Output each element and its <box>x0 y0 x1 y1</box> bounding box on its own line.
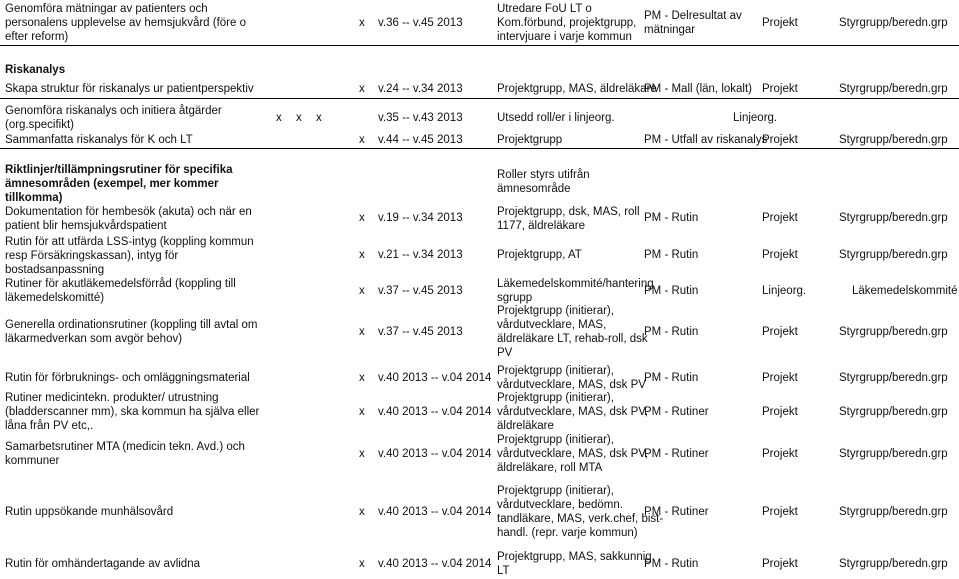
form-text: Projekt <box>762 372 798 384</box>
responsible-text: äldreläkare <box>497 420 554 432</box>
form-text: Projekt <box>762 83 798 95</box>
period-text: v.36 -- v.45 2013 <box>378 17 463 29</box>
section-heading: Riktlinjer/tillämpningsrutiner för specifika <box>5 164 233 176</box>
period-text: v.35 -- v.43 2013 <box>378 112 463 124</box>
activity-text: Samarbetsrutiner MTA (medicin tekn. Avd.) och <box>5 441 245 453</box>
decision-text: Styrgrupp/beredn.grp <box>839 134 948 146</box>
form-text: Projekt <box>762 212 798 224</box>
section-heading: ämnesområden (exempel, mer kommer <box>5 178 219 190</box>
checkmark-x: x <box>276 112 282 124</box>
responsible-text: Läkemedelskommité/hantering <box>497 278 654 290</box>
activity-text: Dokumentation för hembesök (akuta) och när en <box>5 206 252 218</box>
activity-text: läkemedelskomitté) <box>5 292 105 304</box>
deliverable-text: PM - Rutiner <box>644 406 709 418</box>
responsible-text: handl. (repr. varje kommun) <box>497 527 638 539</box>
form-text: Projekt <box>762 448 798 460</box>
activity-text: Rutin för förbruknings- och omläggningsmaterial <box>5 372 250 384</box>
responsible-text: Utsedd roll/er i linjeorg. <box>497 112 615 124</box>
responsible-text: äldreläkare, roll MTA <box>497 462 603 474</box>
decision-text: Styrgrupp/beredn.grp <box>839 249 948 261</box>
section-note: Roller styrs utifrån <box>497 169 590 181</box>
form-text: Projekt <box>762 406 798 418</box>
section-note: ämnesområde <box>497 183 571 195</box>
responsible-text: vårdutvecklare, MAS, dsk PV, <box>497 448 649 460</box>
responsible-text: sgrupp <box>497 292 533 304</box>
responsible-text: äldreläkare LT, rehab-roll, dsk <box>497 333 648 345</box>
checkmark-x: x <box>359 448 365 460</box>
period-text: v.37 -- v.45 2013 <box>378 285 463 297</box>
checkmark-x: x <box>296 112 302 124</box>
decision-text: Läkemedelskommité <box>852 285 958 297</box>
deliverable-text: PM - Delresultat av <box>644 10 742 22</box>
section-heading: tillkomma) <box>5 192 63 204</box>
deliverable-text: PM - Rutin <box>644 326 699 338</box>
deliverable-text: PM - Rutin <box>644 212 699 224</box>
activity-text: (org.specifikt) <box>5 119 75 131</box>
checkmark-x: x <box>359 285 365 297</box>
decision-text: Styrgrupp/beredn.grp <box>839 558 948 570</box>
form-text: Projekt <box>762 326 798 338</box>
checkmark-x: x <box>359 134 365 146</box>
row-divider <box>0 98 959 99</box>
row-divider <box>0 45 959 46</box>
responsible-text: 1177, äldreläkare <box>497 220 586 232</box>
deliverable-text: PM - Rutiner <box>644 506 709 518</box>
form-text: Projekt <box>762 134 798 146</box>
responsible-text: Projektgrupp, AT <box>497 249 582 261</box>
form-text: Linjeorg. <box>762 285 807 297</box>
responsible-text: Projektgrupp (initierar), <box>497 392 614 404</box>
decision-text: Styrgrupp/beredn.grp <box>839 83 948 95</box>
section-heading: Riskanalys <box>5 64 66 76</box>
checkmark-x: x <box>316 112 322 124</box>
checkmark-x: x <box>359 83 365 95</box>
responsible-text: intervjuare i varje kommun <box>497 31 632 43</box>
period-text: v.21 -- v.34 2013 <box>378 249 463 261</box>
row-divider <box>0 148 959 149</box>
period-text: v.40 2013 -- v.04 2014 <box>378 506 492 518</box>
deliverable-text: PM - Rutin <box>644 372 699 384</box>
activity-text: bostadsanpassning <box>5 264 105 276</box>
decision-text: Styrgrupp/beredn.grp <box>839 506 948 518</box>
responsible-text: Kom.förbund, projektgrupp, <box>497 17 637 29</box>
decision-text: Styrgrupp/beredn.grp <box>839 448 948 460</box>
period-text: v.40 2013 -- v.04 2014 <box>378 372 492 384</box>
checkmark-x: x <box>359 506 365 518</box>
responsible-text: Projektgrupp, dsk, MAS, roll <box>497 206 640 218</box>
responsible-text: Projektgrupp, MAS, sakkunnig <box>497 551 652 563</box>
activity-text: Rutiner medicintekn. produkter/ utrustning <box>5 392 219 404</box>
activity-text: Rutin för omhändertagande av avlidna <box>5 558 200 570</box>
decision-text: Styrgrupp/beredn.grp <box>839 212 948 224</box>
checkmark-x: x <box>359 249 365 261</box>
form-text: Linjeorg. <box>733 112 778 124</box>
responsible-text: Projektgrupp (initierar), <box>497 305 614 317</box>
activity-text: kommuner <box>5 455 60 467</box>
responsible-text: vårdutvecklare, MAS, dsk PV, <box>497 406 649 418</box>
deliverable-text: PM - Rutin <box>644 285 699 297</box>
period-text: v.24 -- v.34 2013 <box>378 83 463 95</box>
activity-text: efter reform) <box>5 31 69 43</box>
responsible-text: LT <box>497 565 510 577</box>
deliverable-text: mätningar <box>644 24 696 36</box>
activity-text: läkarmedverkan som avgör behov) <box>5 333 183 345</box>
activity-text: patient blir hemsjukvårdspatient <box>5 220 167 232</box>
responsible-text: vårdutvecklare, MAS, dsk PV <box>497 379 646 391</box>
responsible-text: vårdutvecklare, bedömn. <box>497 499 623 511</box>
responsible-text: Projektgrupp (initierar), <box>497 485 614 497</box>
activity-text: Generella ordinationsrutiner (koppling till avtal om <box>5 319 258 331</box>
responsible-text: Projektgrupp (initierar), <box>497 365 614 377</box>
checkmark-x: x <box>359 372 365 384</box>
decision-text: Styrgrupp/beredn.grp <box>839 326 948 338</box>
form-text: Projekt <box>762 17 798 29</box>
period-text: v.40 2013 -- v.04 2014 <box>378 558 492 570</box>
activity-text: Genomföra riskanalys och initiera åtgärder <box>5 105 222 117</box>
form-text: Projekt <box>762 558 798 570</box>
activity-text: låna från PV etc,. <box>5 420 94 432</box>
responsible-text: Projektgrupp <box>497 134 563 146</box>
activity-text: (bladderscanner mm), ska kommun ha själva eller <box>5 406 260 418</box>
checkmark-x: x <box>359 17 365 29</box>
decision-text: Styrgrupp/beredn.grp <box>839 372 948 384</box>
period-text: v.40 2013 -- v.04 2014 <box>378 448 492 460</box>
activity-text: Skapa struktur för riskanalys ur patientperspektiv <box>5 83 254 95</box>
checkmark-x: x <box>359 212 365 224</box>
decision-text: Styrgrupp/beredn.grp <box>839 406 948 418</box>
checkmark-x: x <box>359 558 365 570</box>
responsible-text: Utredare FoU LT o <box>497 3 592 15</box>
period-text: v.40 2013 -- v.04 2014 <box>378 406 492 418</box>
responsible-text: tandläkare, MAS, verk.chef, bist- <box>497 513 664 525</box>
deliverable-text: PM - Mall (län, lokalt) <box>644 83 752 95</box>
checkmark-x: x <box>359 326 365 338</box>
activity-text: Rutiner för akutläkemedelsförråd (koppling till <box>5 278 236 290</box>
deliverable-text: PM - Rutin <box>644 249 699 261</box>
responsible-text: Projektgrupp (initierar), <box>497 434 614 446</box>
activity-text: Sammanfatta riskanalys för K och LT <box>5 134 193 146</box>
activity-text: Genomföra mätningar av patienters och <box>5 3 208 15</box>
period-text: v.19 -- v.34 2013 <box>378 212 463 224</box>
form-text: Projekt <box>762 506 798 518</box>
activity-text: Rutin för att utfärda LSS-intyg (koppling kommun <box>5 236 254 248</box>
deliverable-text: PM - Rutiner <box>644 448 709 460</box>
activity-text: personalens upplevelse av hemsjukvård (före o <box>5 17 246 29</box>
responsible-text: PV <box>497 347 513 359</box>
period-text: v.44 -- v.45 2013 <box>378 134 463 146</box>
decision-text: Styrgrupp/beredn.grp <box>839 17 948 29</box>
deliverable-text: PM - Rutin <box>644 558 699 570</box>
period-text: v.37 -- v.45 2013 <box>378 326 463 338</box>
activity-text: Rutin uppsökande munhälsovård <box>5 506 174 518</box>
responsible-text: Projektgrupp, MAS, äldreläkare <box>497 83 657 95</box>
activity-text: resp Försäkringskassan), intyg för <box>5 250 179 262</box>
checkmark-x: x <box>359 406 365 418</box>
responsible-text: vårdutvecklare, MAS, <box>497 319 607 331</box>
deliverable-text: PM - Utfall av riskanalys <box>644 134 768 146</box>
form-text: Projekt <box>762 249 798 261</box>
